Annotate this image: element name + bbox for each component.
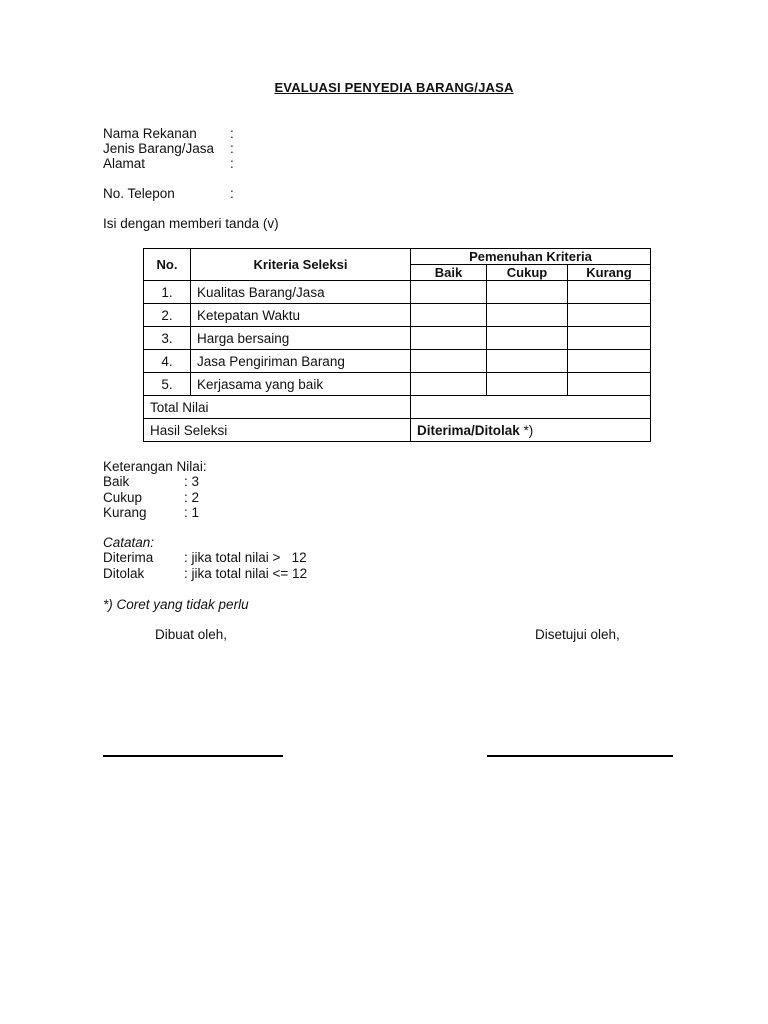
col-header-kriteria: Kriteria Seleksi [191, 249, 411, 281]
col-header-cukup: Cukup [487, 265, 568, 281]
row-kriteria: Harga bersaing [191, 327, 411, 350]
cell-cukup[interactable] [487, 304, 568, 327]
catatan-ditolak-value: : jika total nilai <= 12 [184, 566, 308, 581]
col-header-baik: Baik [411, 265, 487, 281]
cell-baik[interactable] [411, 327, 487, 350]
signature-left-label: Dibuat oleh, [155, 627, 228, 642]
hasil-seleksi-note: *) [519, 422, 534, 438]
alamat-label: Alamat [103, 156, 146, 171]
col-header-kurang: Kurang [568, 265, 651, 281]
signature-right-label: Disetujui oleh, [535, 627, 620, 642]
cell-kurang[interactable] [568, 304, 651, 327]
cell-kurang[interactable] [568, 373, 651, 396]
signature-left-line [103, 755, 283, 757]
row-number: 5. [144, 373, 191, 396]
table-row [144, 350, 651, 373]
signature-right-line [487, 755, 673, 757]
cell-baik[interactable] [411, 350, 487, 373]
document-title: EVALUASI PENYEDIA BARANG/JASA [274, 80, 514, 95]
alamat-colon: : [230, 156, 234, 171]
hasil-seleksi-cell[interactable] [411, 419, 651, 442]
instruction-text: Isi dengan memberi tanda (v) [103, 216, 279, 231]
catatan-diterima-value: : jika total nilai > 12 [184, 550, 307, 565]
cell-baik[interactable] [411, 373, 487, 396]
cell-cukup[interactable] [487, 350, 568, 373]
cell-baik[interactable] [411, 281, 487, 304]
total-nilai-cell[interactable] [411, 396, 651, 419]
keterangan-heading: Keterangan Nilai: [103, 459, 207, 474]
row-number: 1. [144, 281, 191, 304]
no-telepon-label: No. Telepon [103, 186, 175, 201]
table-row [144, 373, 651, 396]
table-row [144, 281, 651, 304]
hasil-seleksi-value: Diterima/Ditolak [417, 422, 520, 438]
keterangan-baik-label: Baik [103, 474, 130, 489]
cell-kurang[interactable] [568, 327, 651, 350]
cell-kurang[interactable] [568, 281, 651, 304]
jenis-barang-label: Jenis Barang/Jasa [103, 141, 215, 156]
keterangan-kurang-value: : 1 [184, 505, 200, 520]
evaluation-table [143, 248, 651, 442]
row-kriteria: Kerjasama yang baik [191, 373, 411, 396]
keterangan-cukup-value: : 2 [184, 490, 200, 505]
nama-rekanan-label: Nama Rekanan [103, 126, 197, 141]
total-nilai-label: Total Nilai [144, 396, 411, 419]
hasil-seleksi-label: Hasil Seleksi [144, 419, 411, 442]
cell-cukup[interactable] [487, 281, 568, 304]
col-header-no: No. [144, 249, 191, 281]
table-row [144, 327, 651, 350]
total-row [144, 396, 651, 419]
footnote: *) Coret yang tidak perlu [103, 597, 249, 612]
no-telepon-colon: : [230, 186, 234, 201]
keterangan-baik-value: : 3 [184, 474, 200, 489]
row-number: 2. [144, 304, 191, 327]
keterangan-kurang-label: Kurang [103, 505, 147, 520]
cell-kurang[interactable] [568, 350, 651, 373]
col-header-pemenuhan: Pemenuhan Kriteria [411, 249, 651, 265]
row-kriteria: Kualitas Barang/Jasa [191, 281, 411, 304]
jenis-barang-colon: : [230, 141, 234, 156]
catatan-ditolak-label: Ditolak [103, 566, 145, 581]
row-kriteria: Jasa Pengiriman Barang [191, 350, 411, 373]
cell-baik[interactable] [411, 304, 487, 327]
cell-cukup[interactable] [487, 327, 568, 350]
keterangan-cukup-label: Cukup [103, 490, 143, 505]
catatan-heading: Catatan: [103, 535, 155, 550]
nama-rekanan-colon: : [230, 126, 234, 141]
hasil-row [144, 419, 651, 442]
row-kriteria: Ketepatan Waktu [191, 304, 411, 327]
catatan-diterima-label: Diterima [103, 550, 154, 565]
table-row [144, 304, 651, 327]
row-number: 3. [144, 327, 191, 350]
row-number: 4. [144, 350, 191, 373]
cell-cukup[interactable] [487, 373, 568, 396]
